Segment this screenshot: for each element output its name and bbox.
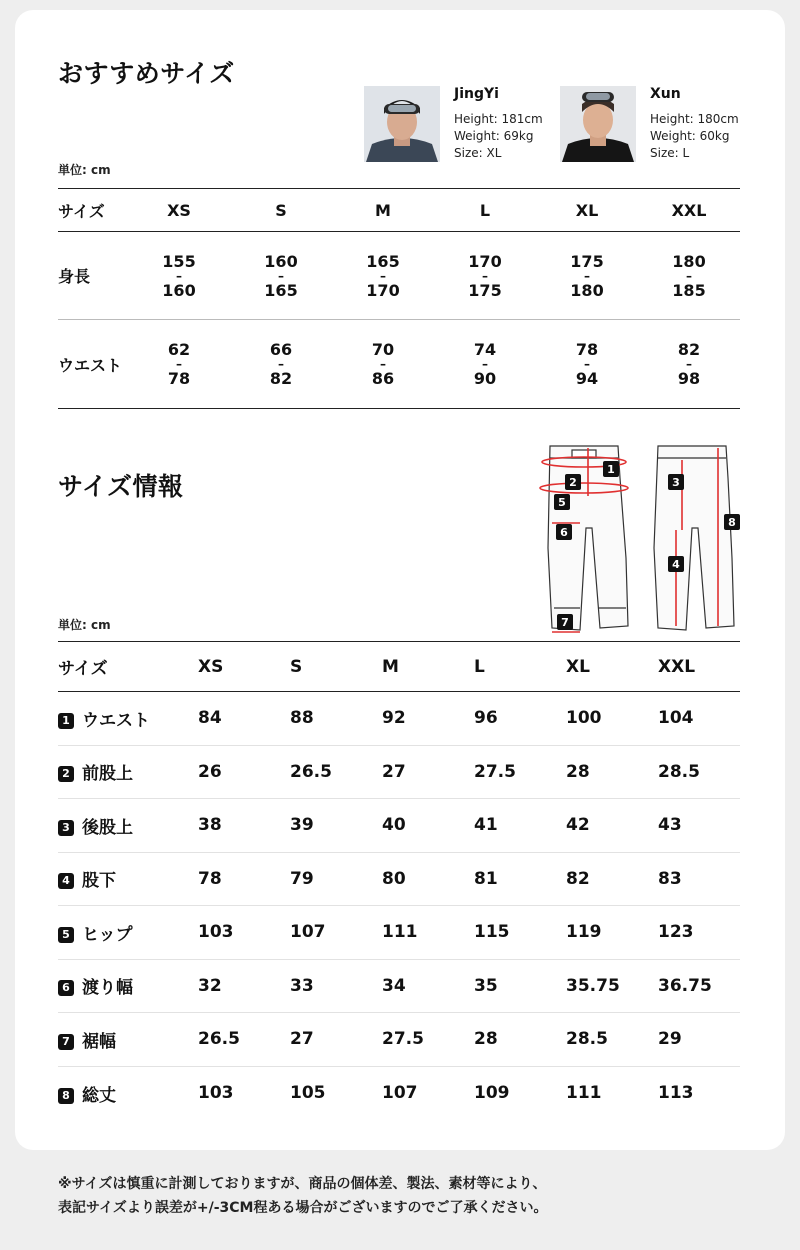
value-cell: 39 xyxy=(290,815,314,836)
table-row xyxy=(58,232,740,320)
value-cell: 43 xyxy=(658,815,682,836)
diagram-badge-1: 1 xyxy=(607,463,615,476)
size-header: XS xyxy=(198,656,224,677)
range-cell xyxy=(536,320,638,409)
value-cell: 103 xyxy=(198,1083,234,1103)
row-label xyxy=(58,799,198,853)
value-cell: 107 xyxy=(382,1083,418,1103)
value-cell: 100 xyxy=(566,708,602,729)
info-title: サイズ情報 xyxy=(58,472,184,501)
table-row xyxy=(58,745,740,799)
value-cell: 79 xyxy=(290,868,314,889)
range-cell xyxy=(128,232,230,320)
range-dash: – xyxy=(176,268,182,283)
row-label: 身長 xyxy=(58,267,91,286)
diagram-badge-3: 3 xyxy=(672,476,680,489)
header-label: サイズ xyxy=(58,659,108,679)
range-cell xyxy=(230,320,332,409)
value-cell: 27.5 xyxy=(474,761,516,782)
model-weight: Weight: 60kg xyxy=(650,129,730,143)
measure-label: ヒップ xyxy=(82,924,133,945)
range-high: 170 xyxy=(366,280,400,300)
range-high: 98 xyxy=(677,369,701,388)
value-cell: 33 xyxy=(290,975,314,996)
model-height: Height: 181cm xyxy=(454,112,543,126)
measure-label: 裾幅 xyxy=(82,1031,116,1052)
range-high: 160 xyxy=(162,280,196,300)
model-name: JingYi xyxy=(454,86,499,102)
measure-label: ウエスト xyxy=(82,710,150,731)
value-cell: 28.5 xyxy=(658,761,700,782)
value-cell: 80 xyxy=(382,868,406,889)
range-high: 86 xyxy=(371,369,395,388)
value-cell: 111 xyxy=(566,1083,602,1103)
range-cell xyxy=(638,232,740,320)
value-cell: 27.5 xyxy=(382,1029,424,1050)
measure-label: 渡り幅 xyxy=(82,978,133,999)
measure-label: 後股上 xyxy=(82,817,133,838)
value-cell: 40 xyxy=(382,815,406,836)
value-cell: 115 xyxy=(474,922,510,943)
range-high: 90 xyxy=(473,369,497,388)
range-low: 160 xyxy=(264,251,298,271)
range-dash: – xyxy=(482,357,488,371)
value-cell: 84 xyxy=(198,708,222,729)
table-row xyxy=(58,320,740,409)
value-cell: 103 xyxy=(198,922,234,943)
row-label xyxy=(58,959,198,1013)
range-cell xyxy=(536,232,638,320)
person-photo-icon xyxy=(364,86,440,162)
range-low: 175 xyxy=(570,251,604,271)
range-dash: – xyxy=(686,268,692,283)
number-badge-icon: 1 xyxy=(58,713,74,729)
value-cell: 123 xyxy=(658,922,694,943)
size-header: L xyxy=(474,656,485,677)
range-dash: – xyxy=(482,268,488,283)
note-line: 表記サイズより誤差が+/-3CM程ある場合がございますのでご了承ください。 xyxy=(58,1200,548,1216)
value-cell: 28 xyxy=(474,1029,498,1050)
range-cell xyxy=(128,320,230,409)
model-photo-jingyi xyxy=(364,86,440,162)
diagram-badge-2: 2 xyxy=(569,476,577,489)
value-cell: 96 xyxy=(474,708,498,729)
row-label xyxy=(58,1013,198,1067)
range-low: 155 xyxy=(162,251,196,271)
row-label: ウエスト xyxy=(58,355,123,375)
value-cell: 27 xyxy=(382,761,406,782)
model-height: Height: 180cm xyxy=(650,112,739,126)
diagram-badge-8: 8 xyxy=(728,516,736,529)
range-low: 66 xyxy=(269,340,293,359)
row-label xyxy=(58,692,198,746)
range-low: 70 xyxy=(371,340,395,359)
value-cell: 111 xyxy=(382,922,418,943)
range-high: 78 xyxy=(167,369,191,388)
model-weight: Weight: 69kg xyxy=(454,129,534,143)
range-low: 180 xyxy=(672,251,706,271)
size-header: M xyxy=(375,200,391,220)
value-cell: 92 xyxy=(382,708,406,729)
value-cell: 26.5 xyxy=(290,761,332,782)
diagram-badge-7: 7 xyxy=(561,616,569,629)
measure-label: 股下 xyxy=(82,871,116,892)
value-cell: 78 xyxy=(198,868,222,889)
range-dash: – xyxy=(380,268,386,283)
number-badge-icon: 4 xyxy=(58,873,74,889)
range-dash: – xyxy=(176,357,182,371)
row-label xyxy=(58,745,198,799)
row-label xyxy=(58,852,198,906)
number-badge-icon: 2 xyxy=(58,766,74,782)
value-cell: 82 xyxy=(566,868,590,889)
value-cell: 32 xyxy=(198,975,222,996)
range-high: 94 xyxy=(575,369,599,388)
value-cell: 35.75 xyxy=(566,975,620,996)
range-dash: – xyxy=(584,268,590,283)
range-high: 185 xyxy=(672,280,706,300)
disclaimer-note xyxy=(58,1172,547,1220)
range-dash: – xyxy=(584,357,590,371)
table-header-row xyxy=(58,189,740,232)
range-low: 170 xyxy=(468,251,502,271)
recommend-table xyxy=(58,188,740,409)
range-low: 74 xyxy=(473,340,497,359)
size-header: S xyxy=(290,656,303,677)
model-xun xyxy=(560,86,739,162)
number-badge-icon: 3 xyxy=(58,820,74,836)
value-cell: 26 xyxy=(198,761,222,782)
size-header: S xyxy=(275,200,287,220)
value-cell: 107 xyxy=(290,922,326,943)
table-header-row xyxy=(58,642,740,692)
value-cell: 27 xyxy=(290,1029,314,1050)
pants-diagram xyxy=(530,438,750,638)
person-photo-icon xyxy=(560,86,636,162)
table-row xyxy=(58,852,740,906)
range-low: 62 xyxy=(167,340,191,359)
range-cell xyxy=(332,232,434,320)
table-row xyxy=(58,1066,740,1120)
info-table xyxy=(58,641,740,1120)
number-badge-icon: 8 xyxy=(58,1088,74,1104)
range-cell xyxy=(332,320,434,409)
measure-label: 前股上 xyxy=(82,764,133,785)
measure-label: 総丈 xyxy=(82,1085,116,1106)
range-dash: – xyxy=(380,357,386,371)
table-row xyxy=(58,799,740,853)
value-cell: 119 xyxy=(566,922,602,943)
value-cell: 36.75 xyxy=(658,975,712,996)
range-high: 180 xyxy=(570,280,604,300)
range-low: 82 xyxy=(677,340,701,359)
value-cell: 28 xyxy=(566,761,590,782)
range-cell xyxy=(434,320,536,409)
model-info-xun xyxy=(650,86,739,162)
model-jingyi xyxy=(364,86,543,162)
value-cell: 34 xyxy=(382,975,406,996)
diagram-badge-6: 6 xyxy=(560,526,568,539)
row-label xyxy=(58,1066,198,1120)
number-badge-icon: 6 xyxy=(58,980,74,996)
number-badge-icon: 5 xyxy=(58,927,74,943)
range-low: 165 xyxy=(366,251,400,271)
range-cell xyxy=(230,232,332,320)
value-cell: 26.5 xyxy=(198,1029,240,1050)
size-header: M xyxy=(382,656,399,677)
row-label xyxy=(58,906,198,960)
model-name: Xun xyxy=(650,86,681,102)
range-dash: – xyxy=(686,357,692,371)
range-high: 175 xyxy=(468,280,502,300)
range-low: 78 xyxy=(575,340,599,359)
header-label: サイズ xyxy=(58,201,105,221)
value-cell: 109 xyxy=(474,1083,510,1103)
value-cell: 81 xyxy=(474,868,498,889)
value-cell: 38 xyxy=(198,815,222,836)
size-header: XXL xyxy=(658,656,696,677)
value-cell: 105 xyxy=(290,1083,326,1103)
value-cell: 35 xyxy=(474,975,498,996)
value-cell: 29 xyxy=(658,1029,682,1050)
recommend-title: おすすめサイズ xyxy=(58,59,235,88)
table-row xyxy=(58,959,740,1013)
table-row xyxy=(58,1013,740,1067)
model-info-jingyi xyxy=(454,86,543,162)
size-header: L xyxy=(479,200,491,220)
info-unit: 単位: cm xyxy=(58,618,111,632)
size-header: XS xyxy=(167,200,191,220)
diagram-badge-4: 4 xyxy=(672,558,680,571)
value-cell: 104 xyxy=(658,708,694,729)
note-line: ※サイズは慎重に計測しておりますが、商品の個体差、製法、素材等により、 xyxy=(58,1176,547,1192)
value-cell: 28.5 xyxy=(566,1029,608,1050)
diagram-badge-5: 5 xyxy=(558,496,566,509)
number-badge-icon: 7 xyxy=(58,1034,74,1050)
size-header: XXL xyxy=(671,200,707,220)
range-high: 165 xyxy=(264,280,298,300)
model-size: Size: XL xyxy=(454,146,502,160)
range-high: 82 xyxy=(269,369,293,388)
range-cell xyxy=(638,320,740,409)
range-dash: – xyxy=(278,357,284,371)
value-cell: 42 xyxy=(566,815,590,836)
range-cell xyxy=(434,232,536,320)
model-photo-xun xyxy=(560,86,636,162)
value-cell: 83 xyxy=(658,868,682,889)
model-size: Size: L xyxy=(650,146,690,160)
range-dash: – xyxy=(278,268,284,283)
table-row xyxy=(58,692,740,746)
table-row xyxy=(58,906,740,960)
size-header: XL xyxy=(566,656,590,677)
value-cell: 113 xyxy=(658,1083,694,1103)
recommend-unit: 単位: cm xyxy=(58,163,111,177)
value-cell: 88 xyxy=(290,708,314,729)
value-cell: 41 xyxy=(474,815,498,836)
size-header: XL xyxy=(575,200,599,220)
